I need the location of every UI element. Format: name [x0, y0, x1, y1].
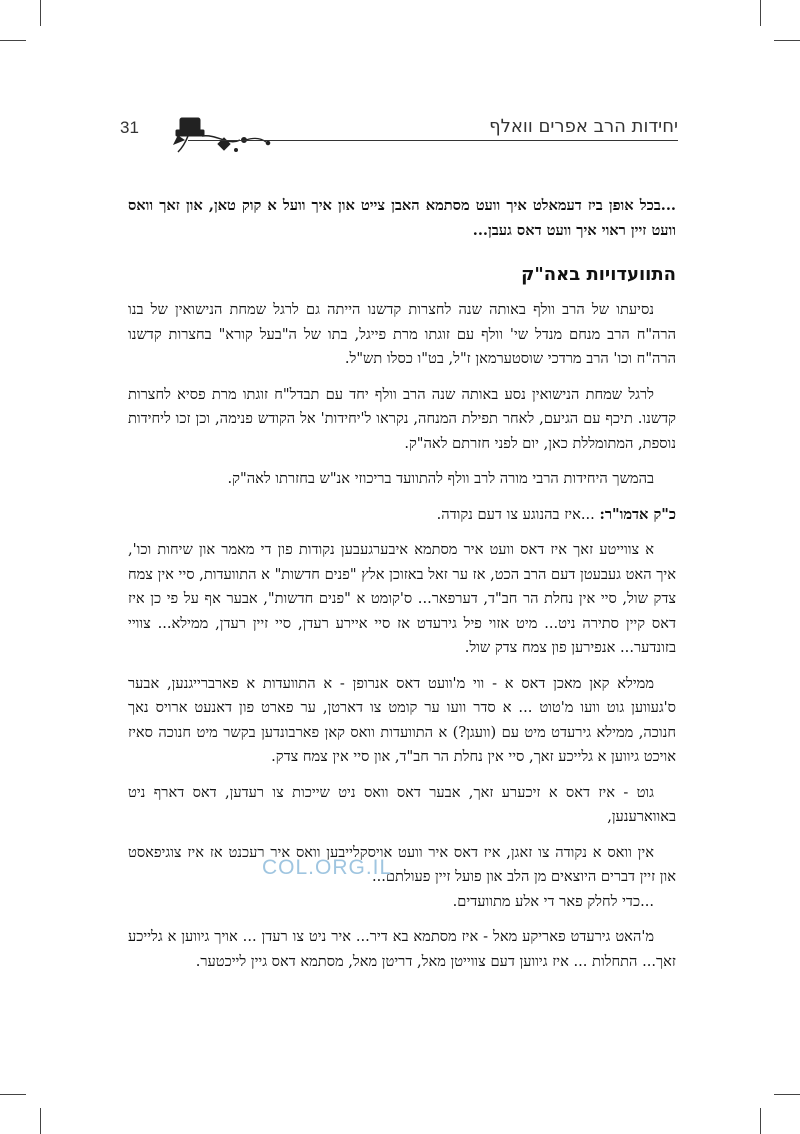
watermark: COL.ORG.IL [262, 856, 393, 879]
crop-mark-top-left-h [0, 40, 26, 41]
body-paragraph: אין וואס א נקודה צו זאגן, איז דאס איר וועט אויסקלייבען וואס איר רעכנט אז איז צוגיפאסט און זיין דברים היוצאים מן הלב און פועל זיין פעולתם... [128, 843, 676, 885]
ornament-icon [158, 110, 278, 158]
crop-mark-top-right-h [774, 40, 800, 41]
header-rule [188, 140, 678, 141]
speaker-label: כ"ק אדמו"ר: [599, 505, 676, 523]
section-body [128, 298, 676, 985]
crop-mark-bottom-left [40, 1108, 41, 1134]
page-number: 31 [120, 118, 139, 137]
body-paragraph: מ'האט גירעדט פאריקע מאל - איז מסתמא בא דיר... איר ניט צו רעדן ... אויך גיווען א גלייכע זאך... התחלות ... איז גיווען דעם צווייטן מאל, דריטן מאל, מסתמא דאס גיין לייכטער. [128, 928, 676, 970]
body-paragraph: לרגל שמחת הנישואין נסע באותה שנה הרב וולף יחד עם תבדל"ח זוגתו מרת פסיא לחצרות קדשנו. תיכף עם הגיעם, לאחר תפילת המנחה, נקראו ל'יחידות' אל הקודש פנימה, וכן זכו ליחידות נוספת, המתומללת כאן, יום לפני חזרתם לאה"ק. [128, 385, 676, 452]
intro-paragraph: ...בכל אופן ביז דעמאלט איך וועט מסתמא האבן צייט און איך וועל א קוק טאן, און זאך וואס וועט זיין ראוי איך וועט דאס געבן... [128, 197, 676, 239]
body-paragraph: גוט - איז דאס א זיכערע זאך, אבער דאס וואס ניט שייכות צו רעדען, דאס דארף ניט באווארענען, [128, 783, 676, 825]
section-heading: התוועדויות באה"ק [521, 264, 676, 285]
body-paragraph: א צווייטע זאך איז דאס וועט איר מסתמא איבערגעבען נקודות פון די מאמר און שיחות וכו', איך האט געבעטן דעם הרב הכט, אז ער זאל באזוכן אלץ "פנים חדשות" א התוועדות, סיי אין צמח צדק שול, סיי אין נחלת הר חב"ד, דערפאר... ס'קומט א "פנים חדשות", אבער אף על פי כן איז דאס קיין סתירה ניט... מיט אזוי פיל גירעדט אז סיי איירע רעדן, סיי זיין רעדן, ממילא... צוויי בזונדער... אנפירען פון צמח צדק שול. [128, 541, 676, 656]
page-header [118, 104, 680, 158]
intro-block [128, 194, 676, 254]
speaker-text: ...איז בהנוגע צו דעם נקודה. [436, 505, 600, 523]
body-paragraph: בהמשך היחידות הרבי מורה לרב וולף להתוועד בריכוזי אנ"ש בחזרתו לאה"ק. [227, 470, 654, 487]
crop-mark-top-left [40, 0, 41, 26]
crop-mark-bottom-right-h [774, 1094, 800, 1095]
speaker-line [128, 503, 676, 528]
body-paragraph: נסיעתו של הרב וולף באותה שנה לחצרות קדשנו הייתה גם לרגל שמחת הנישואין של בנו הרה"ח הרב מנחם מנדל שי' וולף עם זוגתו מרת פייגל, בתו של ה"בעל קורא" בחצרות קדשנו הרה"ח וכו' הרב מרדכי שוסטערמאן ז"ל, בט"ו כסלו תש"ל. [128, 301, 676, 367]
body-paragraph: ...כדי לחלק פאר די אלע מתוועדים. [452, 892, 654, 910]
running-title: יחידות הרב אפרים וואלף [489, 116, 678, 137]
crop-mark-bottom-right [760, 1108, 761, 1134]
crop-mark-top-right [760, 0, 761, 26]
crop-mark-bottom-left-h [0, 1094, 26, 1095]
body-paragraph: ממילא קאן מאכן דאס א - ווי מ'וועט דאס אנרופן - א התוועדות א פארברייגנען, אבער ס'געווען גוט וועו מ'טוט ... א סדר וועו ער קומט צו דארטן, ער פארט פון דאנעט ארויס נאך חנוכה, ממילא גירעדט מיט עם (וועגן?) א התוועדות וואס קאן פארבונדען בקשר מיט חנוכה סאיז אויכט גיווען א גלייכע זאך, סיי אין נחלת הר חב"ד, און סיי אין צמח צדק. [128, 674, 676, 765]
